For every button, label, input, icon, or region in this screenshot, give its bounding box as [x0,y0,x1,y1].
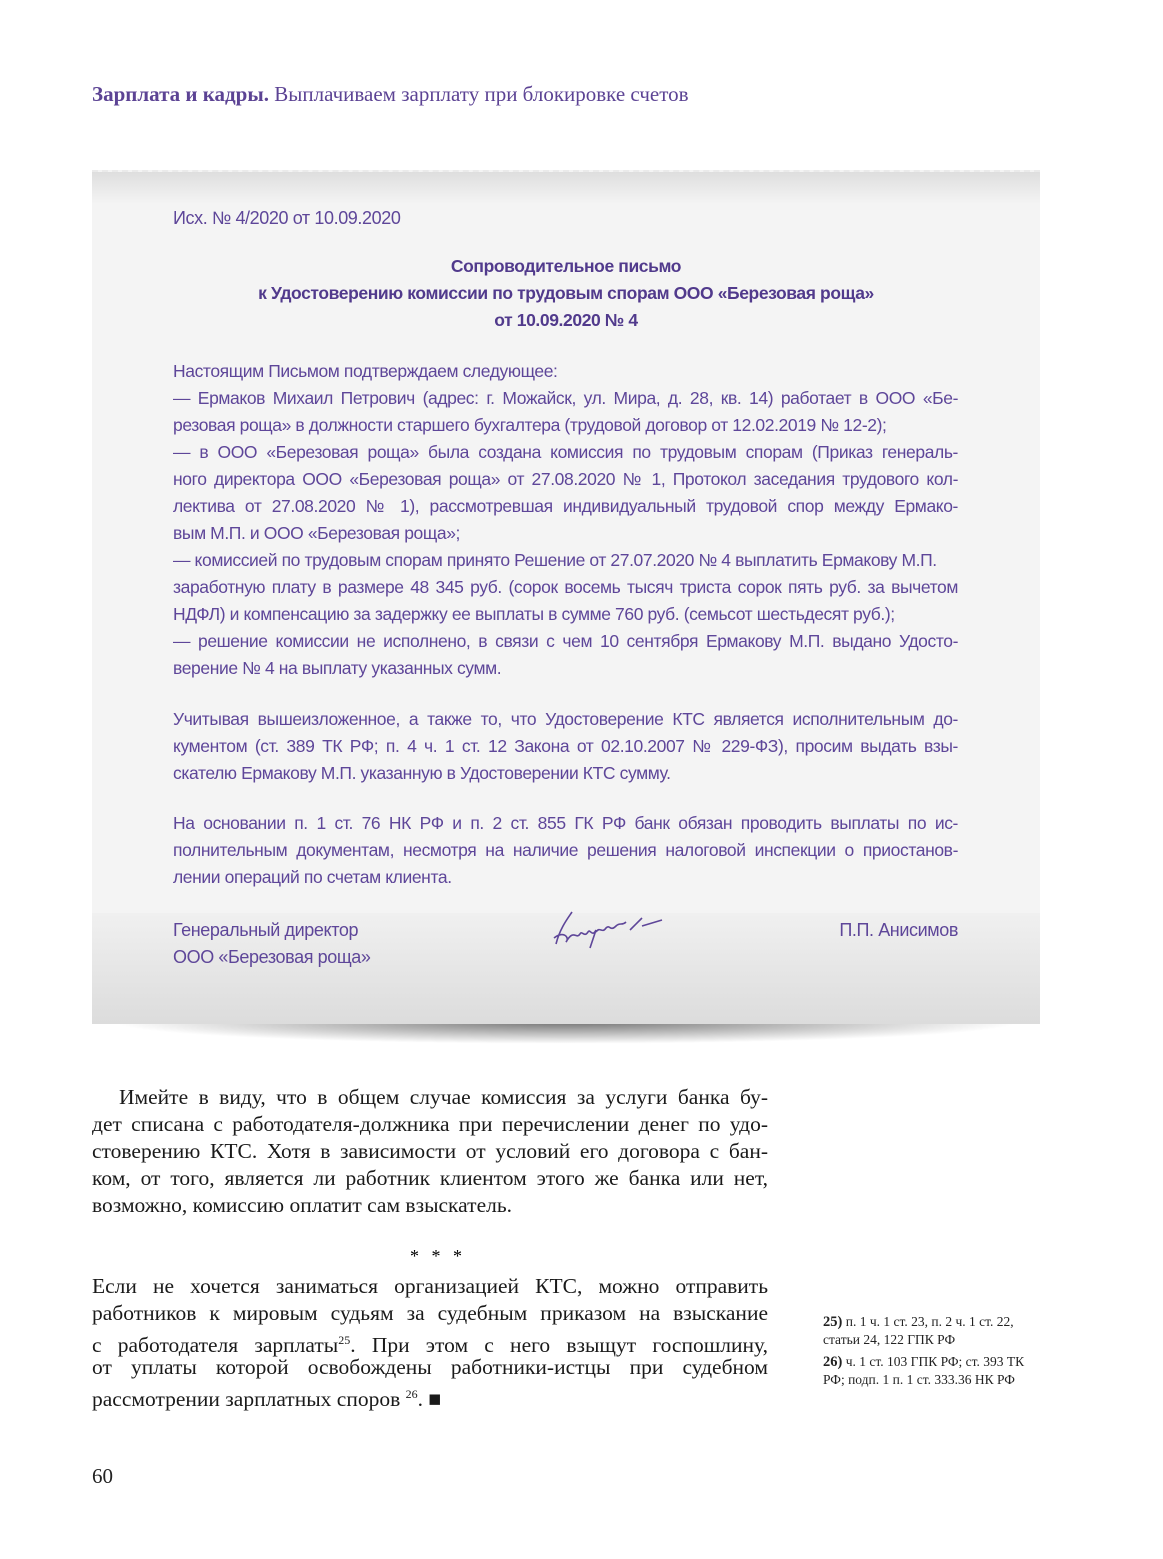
footnote-number: 25) [823,1314,843,1330]
letter-line: полнительным документам, несмотря на наличие решения налоговой инспекции о приостанов- [173,840,958,860]
body-text: . При этом с него взыщут госпошлину, [350,1333,768,1358]
signer-company: ООО «Березовая роща» [173,947,371,967]
footnote-25 [823,1313,1043,1349]
card-shadow [110,1022,1022,1044]
card-top-edge [92,170,1040,204]
letter-line: заработную плату в размере 48 345 руб. (сорок восемь тысяч триста сорок пять руб. за вычетом [173,577,958,597]
section-separator: * * * [410,1246,466,1266]
signature-image [550,908,670,950]
footnote-text: п. 1 ч. 1 ст. 23, п. 2 ч. 1 ст. 22, статьи 24, 122 ГПК РФ [823,1314,1014,1347]
body-line [92,1138,768,1164]
footnote-26 [823,1353,1043,1389]
body-line [92,1300,768,1326]
body-text: Если не хочется заниматься организацией КТС, можно отправить [92,1274,768,1298]
signer-name: П.П. Анисимов [839,920,958,940]
letter-ref-number: Исх. № 4/2020 от 10.09.2020 [173,208,401,228]
letter-line: На основании п. 1 ст. 76 НК РФ и п. 2 ст. 855 ГК РФ банк обязан проводить выплаты по ис- [173,813,958,833]
footnote-text: ч. 1 ст. 103 ГПК РФ; ст. 393 ТК РФ; подп. 1 п. 1 ст. 333.36 НК РФ [823,1354,1025,1387]
letter-card [92,170,1040,1024]
letter-line: кументом (ст. 389 ТК РФ; п. 4 ч. 1 ст. 12 Закона от 02.10.2007 № 229-ФЗ), просим выдать взы- [173,736,958,756]
body-line [92,1084,768,1110]
body-text: Имейте в виду, что в общем случае комиссия за услуги банка бу- [119,1085,768,1109]
body-line [92,1354,768,1380]
body-text: ком, от того, является ли работник клиентом этого же банка или нет, [92,1166,768,1190]
letter-line: — Ермаков Михаил Петрович (адрес: г. Можайск, ул. Мира, д. 28, кв. 14) работает в ООО «Бе- [173,388,958,408]
body-text: с работодателя зарплаты [92,1333,339,1358]
letter-line: — в ООО «Березовая роща» была создана комиссия по трудовым спорам (Приказ генераль- [173,442,958,462]
body-text: дет списана с работодателя-должника при перечислении денег по удо- [92,1112,768,1136]
letter-line: Учитывая вышеизложенное, а также то, что Удостоверение КТС является исполнительным до- [173,709,958,729]
letter-title: к Удостоверению комиссии по трудовым спорам ООО «Березовая роща» [258,283,874,303]
letter-line: ного директора ООО «Березовая роща» от 27.08.2020 № 1, Протокол заседания трудового кол- [173,469,958,489]
letter-line: НДФЛ) и компенсацию за задержку ее выплаты в сумме 760 руб. (семьсот шестьдесят руб.); [173,604,895,624]
body-line [92,1192,768,1218]
letter-line: лении операций по счетам клиента. [173,867,452,887]
article-title: Выплачиваем зарплату при блокировке счетов [274,82,689,106]
letter-line: верение № 4 на выплату указанных сумм. [173,658,502,678]
body-text: . ■ [417,1387,442,1412]
letter-line: — комиссией по трудовым спорам принято Решение от 27.07.2020 № 4 выплатить Ермакову М.П. [173,550,937,570]
section-name: Зарплата и кадры. [92,82,270,106]
body-text: стоверению КТС. Хотя в зависимости от условий его договора с бан- [92,1139,768,1163]
letter-title: Сопроводительное письмо [450,256,682,276]
body-line [92,1165,768,1191]
signer-position: Генеральный директор [173,920,359,940]
letter-line: — решение комиссии не исполнено, в связи с чем 10 сентября Ермакову М.П. выдано Удосто- [173,631,958,651]
body-line [92,1273,768,1299]
body-text: от уплаты которой освобождены работники-истцы при судебном [92,1355,768,1379]
footnote-ref[interactable]: 26 [405,1387,418,1401]
letter-line: вым М.П. и ООО «Березовая роща»; [173,523,460,543]
body-line [92,1381,768,1412]
footnote-ref[interactable]: 25 [338,1333,351,1347]
letter-line: Настоящим Письмом подтверждаем следующее: [173,361,558,381]
body-text: работников к мировым судьям за судебным приказом на взыскание [92,1301,768,1325]
page-number: 60 [92,1464,113,1488]
body-text: рассмотрении зарплатных споров [92,1387,401,1412]
letter-line: скателю Ермакову М.П. указанную в Удостоверении КТС сумму. [173,763,671,783]
running-head [92,82,689,107]
letter-line: резовая роща» в должности старшего бухгалтера (трудовой договор от 12.02.2019 № 12-2); [173,415,887,435]
letter-title: от 10.09.2020 № 4 [494,310,638,330]
body-text: возможно, комиссию оплатит сам взыскатель. [92,1193,513,1217]
footnote-number: 26) [823,1354,843,1370]
body-line [92,1111,768,1137]
letter-line: лектива от 27.08.2020 № 1), рассмотревшая индивидуальный трудовой спор между Ермако- [173,496,958,516]
